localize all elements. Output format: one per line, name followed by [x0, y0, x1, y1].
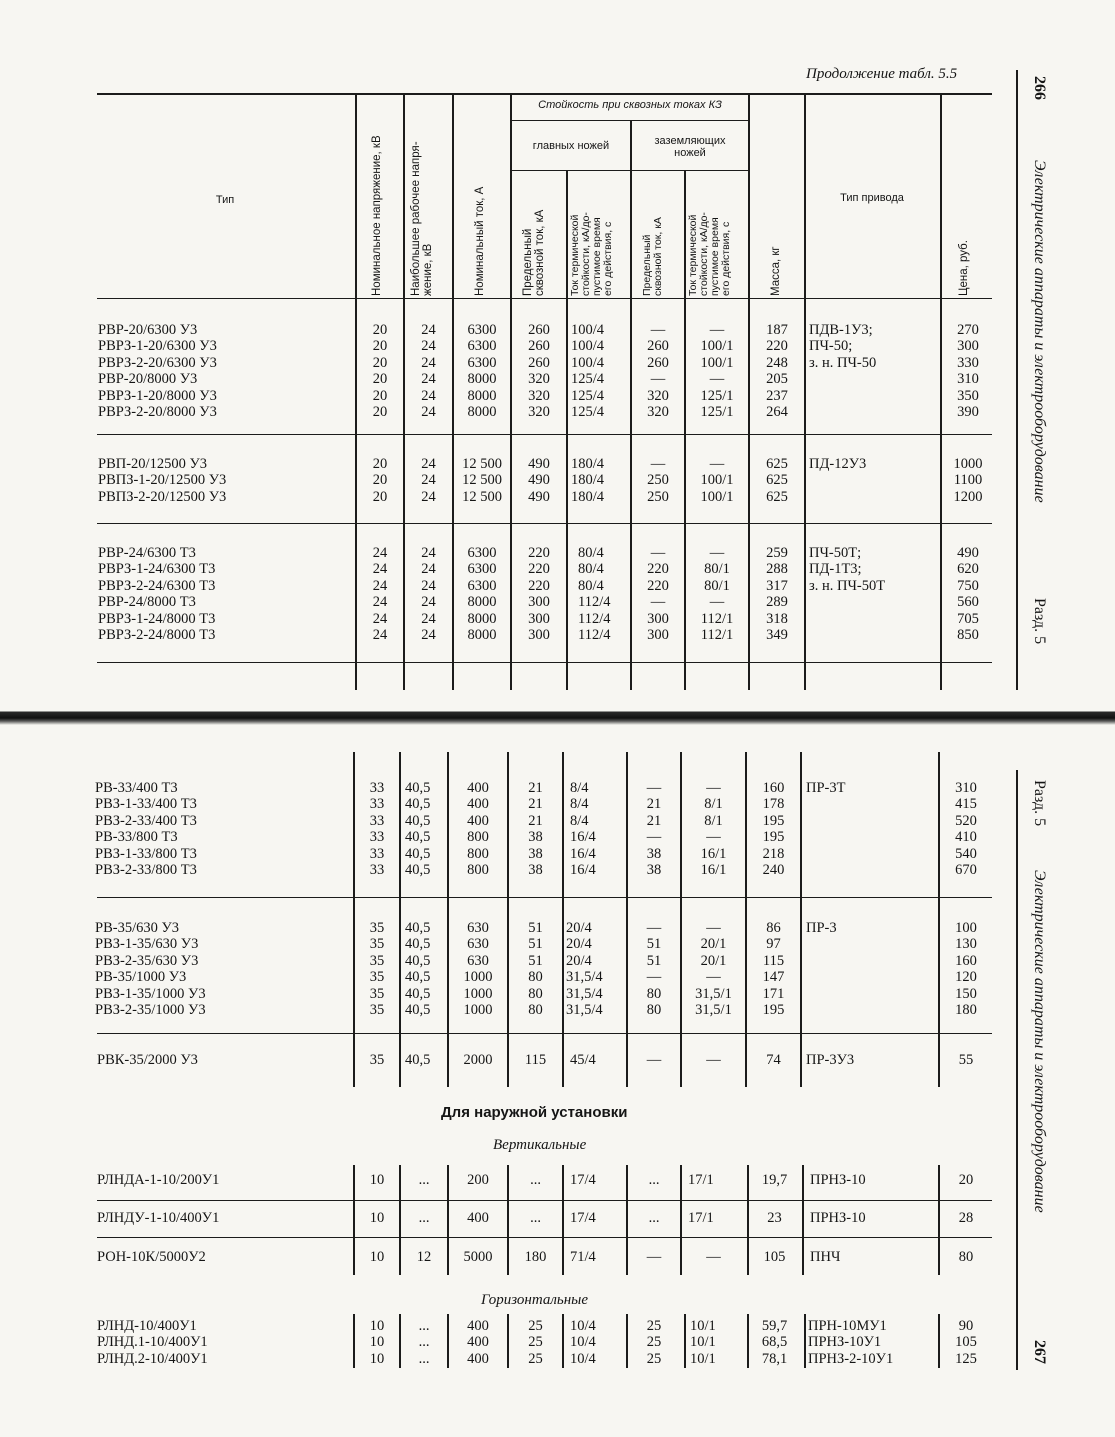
umax-cell: 24 24 24 24 24 24 — [421, 545, 436, 644]
th-earth-cell: 17/1 — [688, 1210, 714, 1226]
header-nom-voltage: Номинальное напряжение, кВ — [371, 135, 383, 296]
umax-cell: 40,5 40,5 40,5 40,5 40,5 40,5 — [405, 920, 431, 1019]
umax-cell: 12 — [416, 1249, 432, 1265]
mass-cell: 187 220 248 205 237 264 — [766, 322, 788, 421]
col-line — [562, 752, 564, 1087]
price-cell: 90 105 125 — [955, 1318, 977, 1367]
type-cell: РВ-33/400 Т3 РВЗ-1-33/400 Т3 РВЗ-2-33/400 Т3 РВ-33/800 Т3 РВЗ-1-33/800 Т3 РВЗ-2-33/800 Т3 — [95, 780, 197, 879]
col-line — [938, 1314, 940, 1368]
mass-cell: 160 178 195 195 218 240 — [762, 780, 785, 879]
drive-cell: ПД-12У3 — [809, 456, 867, 472]
col-line — [353, 1314, 355, 1368]
drive-cell: ПРНЗ-10 — [810, 1210, 866, 1226]
th-earth-cell: — 100/1 100/1 — [700, 456, 734, 505]
header-limit-main: Предельный сквозной ток, кА — [522, 209, 546, 296]
lim-earth-cell: — — [646, 1249, 662, 1265]
th-earth-cell: — 8/1 8/1 — 16/1 16/1 — [700, 780, 727, 879]
price-cell: 310 415 520 410 540 670 — [955, 780, 977, 879]
group-rule — [97, 434, 992, 435]
group-rule — [97, 897, 992, 898]
type-cell: РВК-35/2000 У3 — [97, 1052, 198, 1068]
th-main-cell: 71/4 — [570, 1249, 596, 1265]
inom-cell: 400 400 400 800 800 800 — [467, 780, 489, 879]
th-main-cell: 100/4 100/4 100/4 125/4 125/4 125/4 — [571, 322, 605, 421]
horizontal-subheading: Горизонтальные — [481, 1292, 588, 1308]
drive-cell: ПРН-10МУ1 ПРНЗ-10У1 ПРНЗ-2-10У1 — [808, 1318, 894, 1367]
col-line — [566, 170, 568, 690]
col-line — [626, 1165, 628, 1275]
col-line — [353, 1165, 355, 1275]
inom-cell: 400 — [467, 1210, 489, 1226]
header-group: Стойкость при сквозных токах КЗ — [538, 99, 722, 111]
header-max-voltage: Наибольшее рабочее напря- жение, кВ — [410, 141, 434, 296]
type-cell: РОН-10К/5000У2 — [97, 1249, 206, 1265]
page-number-top: 266 — [1031, 76, 1048, 100]
lim-main-cell: ... — [530, 1210, 541, 1226]
inom-cell: 630 630 630 1000 1000 1000 — [463, 920, 493, 1019]
row-rule — [97, 1237, 992, 1238]
price-cell: 490 620 750 560 705 850 — [957, 545, 979, 644]
header-mass: Масса, кг — [770, 246, 782, 296]
lim-main-cell: 21 21 21 38 38 38 — [528, 780, 543, 879]
price-cell: 100 130 160 120 150 180 — [955, 920, 977, 1019]
price-cell: 270 300 330 310 350 390 — [957, 322, 979, 421]
lim-main-cell: 51 51 51 80 80 80 — [528, 920, 543, 1019]
page-number-bottom: 267 — [1031, 1340, 1048, 1364]
drive-cell: ПДВ-1У3; ПЧ-50; з. н. ПЧ-50 — [809, 322, 877, 371]
type-cell: РЛНД-10/400У1 РЛНД.1-10/400У1 РЛНД.2-10/400У1 — [97, 1318, 208, 1367]
drive-cell: ПР-3 — [806, 920, 837, 936]
mass-cell: 23 — [767, 1210, 782, 1226]
un-cell: 35 35 35 35 35 35 — [369, 920, 385, 1019]
inom-cell: 6300 6300 6300 8000 8000 8000 — [467, 322, 497, 421]
lim-main-cell: 115 — [524, 1052, 547, 1068]
inom-cell: 2000 — [463, 1052, 493, 1068]
side-title-bottom: Электрические аппараты и электрооборудование — [1031, 870, 1048, 1213]
page-edge-line-top — [1016, 70, 1018, 690]
th-main-cell: 17/4 — [570, 1210, 596, 1226]
lim-earth-cell: — 220 220 — 300 300 — [647, 545, 669, 644]
scan-seam — [0, 707, 1115, 737]
mass-cell: 19,7 — [761, 1172, 788, 1188]
type-cell: РВП-20/12500 У3 РВПЗ-1-20/12500 У3 РВПЗ-2-20/12500 У3 — [98, 456, 227, 505]
header-type: Тип — [215, 194, 235, 206]
section-bottom: Разд. 5 — [1031, 780, 1048, 827]
th-main-cell: 180/4 180/4 180/4 — [571, 456, 605, 505]
col-line — [747, 1314, 749, 1368]
type-cell: РВ-35/630 У3 РВЗ-1-35/630 У3 РВЗ-2-35/630 У3 РВ-35/1000 У3 РВЗ-1-35/1000 У3 РВЗ-2-35/1000 У3 — [95, 920, 206, 1019]
continuation-label: Продолжение табл. 5.5 — [806, 66, 958, 82]
header-nom-current: Номинальный ток, А — [474, 186, 486, 296]
lim-earth-cell: ... — [648, 1210, 660, 1226]
header-earth-knives: заземляющих ножей — [654, 135, 726, 159]
drive-cell: ПНЧ — [810, 1249, 841, 1265]
umax-cell: 24 24 24 24 24 24 — [421, 322, 436, 421]
row-rule — [97, 1200, 992, 1201]
lim-earth-cell: — 51 51 — 80 80 — [646, 920, 662, 1019]
price-cell: 28 — [958, 1210, 974, 1226]
header-price: Цена, руб. — [958, 240, 970, 296]
lim-main-cell: 260 260 260 320 320 320 — [528, 322, 550, 421]
th-main-cell: 17/4 — [570, 1172, 596, 1188]
col-line — [447, 1314, 449, 1368]
un-cell: 10 — [369, 1172, 385, 1188]
mass-cell: 59,7 68,5 78,1 — [761, 1318, 788, 1367]
price-cell: 80 — [958, 1249, 974, 1265]
col-line — [399, 1165, 401, 1275]
col-line — [804, 1314, 806, 1368]
group-rule — [97, 662, 992, 663]
type-cell: РВР-24/6300 Т3 РВРЗ-1-24/6300 Т3 РВРЗ-2-24/6300 Т3 РВР-24/8000 Т3 РВРЗ-1-24/8000 Т3 РВРЗ-2-24/8000 Т3 — [98, 545, 216, 644]
col-line — [747, 1165, 749, 1275]
un-cell: 33 33 33 33 33 33 — [369, 780, 385, 879]
th-earth-cell: — — [706, 1249, 721, 1265]
th-earth-cell: — 100/1 100/1 — 125/1 125/1 — [700, 322, 734, 421]
inom-cell: 200 — [467, 1172, 489, 1188]
umax-cell: ... — [418, 1172, 430, 1188]
header-thermal-main: Ток термической стойкости, кА/до- пустимое время его действия, с — [569, 212, 614, 296]
col-line — [802, 1165, 804, 1275]
th-main-cell: 80/4 80/4 80/4 112/4 112/4 112/4 — [578, 545, 611, 644]
col-line — [399, 752, 401, 1087]
inom-cell: 6300 6300 6300 8000 8000 8000 — [467, 545, 497, 644]
drive-cell: ПРНЗ-10 — [810, 1172, 866, 1188]
th-earth-cell: 17/1 — [688, 1172, 714, 1188]
un-cell: 20 20 20 20 20 20 — [372, 322, 388, 421]
price-cell: 20 — [958, 1172, 974, 1188]
col-line — [626, 1314, 628, 1368]
type-cell: РЛНДУ-1-10/400У1 — [97, 1210, 220, 1226]
header-drive: Тип привода — [840, 192, 904, 204]
mass-cell: 625 625 625 — [766, 456, 788, 505]
un-cell: 20 20 20 — [372, 456, 388, 505]
th-earth-cell: 10/1 10/1 10/1 — [690, 1318, 716, 1367]
price-cell: 1000 1100 1200 — [953, 456, 983, 505]
un-cell: 24 24 24 24 24 24 — [372, 545, 388, 644]
type-cell: РВР-20/6300 У3 РВРЗ-1-20/6300 У3 РВРЗ-2-20/6300 У3 РВР-20/8000 У3 РВРЗ-1-20/8000 У3 РВРЗ-2-20/8000 У3 — [98, 322, 217, 421]
col-line — [447, 1165, 449, 1275]
th-main-cell: 10/4 10/4 10/4 — [570, 1318, 596, 1367]
group-rule — [97, 1033, 992, 1034]
drive-cell: ПР-3Т — [806, 780, 846, 796]
umax-cell: 40,5 — [405, 1052, 431, 1068]
header-thermal-earth: Ток термической стойкости, кА/до- пустимое время его действия, с — [687, 212, 732, 296]
price-cell: 55 — [958, 1052, 974, 1068]
th-earth-cell: — — [706, 1052, 721, 1068]
umax-cell: ... ... ... — [418, 1318, 430, 1367]
col-line — [804, 93, 806, 690]
th-main-cell: 8/4 8/4 8/4 16/4 16/4 16/4 — [570, 780, 596, 879]
col-line — [800, 752, 802, 1087]
mass-cell: 259 288 317 289 318 349 — [766, 545, 788, 644]
th-earth-cell: — 20/1 20/1 — 31,5/1 31,5/1 — [695, 920, 732, 1019]
vertical-subheading: Вертикальные — [493, 1137, 587, 1153]
lim-main-cell: 490 490 490 — [528, 456, 550, 505]
th-earth-cell: — 80/1 80/1 — 112/1 112/1 — [700, 545, 734, 644]
col-line — [562, 1314, 564, 1368]
lim-main-cell: 25 25 25 — [528, 1318, 543, 1367]
un-cell: 10 — [369, 1249, 385, 1265]
side-title-top: Электрические аппараты и электрооборудование — [1031, 160, 1048, 503]
lim-earth-cell: 25 25 25 — [646, 1318, 662, 1367]
inom-cell: 5000 — [463, 1249, 493, 1265]
col-line — [938, 1165, 940, 1275]
th-main-cell: 20/4 20/4 20/4 31,5/4 31,5/4 31,5/4 — [566, 920, 603, 1019]
th-main-cell: 45/4 — [570, 1052, 596, 1068]
lim-earth-cell: — 250 250 — [647, 456, 669, 505]
un-cell: 10 — [369, 1210, 385, 1226]
lim-earth-cell: — 260 260 — 320 320 — [647, 322, 669, 421]
header-top-rule — [97, 93, 992, 95]
header-bottom-rule — [97, 298, 992, 299]
umax-cell: ... — [418, 1210, 430, 1226]
inom-cell: 12 500 12 500 12 500 — [462, 456, 502, 505]
lim-earth-cell: — — [646, 1052, 662, 1068]
col-line — [507, 1165, 509, 1275]
mass-cell: 74 — [766, 1052, 781, 1068]
drive-cell: ПЧ-50Т; ПД-1Т3; з. н. ПЧ-50Т — [809, 545, 886, 594]
col-line — [684, 1314, 686, 1368]
lim-main-cell: 220 220 220 300 300 300 — [528, 545, 550, 644]
section-top: Разд. 5 — [1031, 598, 1048, 645]
lim-main-cell: ... — [530, 1172, 541, 1188]
col-line — [399, 1314, 401, 1368]
umax-cell: 40,5 40,5 40,5 40,5 40,5 40,5 — [405, 780, 431, 879]
lim-earth-cell: ... — [648, 1172, 660, 1188]
col-line — [507, 1314, 509, 1368]
group-rule — [97, 523, 992, 524]
col-line — [562, 1165, 564, 1275]
header-main-knives: главных ножей — [532, 140, 610, 152]
drive-cell: ПР-3У3 — [806, 1052, 855, 1068]
page-edge-line-bottom — [1016, 770, 1018, 1370]
lim-main-cell: 180 — [524, 1249, 547, 1265]
outdoor-heading: Для наружной установки — [441, 1104, 628, 1121]
un-cell: 35 — [369, 1052, 385, 1068]
inom-cell: 400 400 400 — [467, 1318, 489, 1367]
lim-earth-cell: — 21 21 — 38 38 — [646, 780, 662, 879]
un-cell: 10 10 10 — [369, 1318, 385, 1367]
umax-cell: 24 24 24 — [421, 456, 436, 505]
header-limit-earth: Предельный сквозной ток, кА — [641, 217, 664, 296]
type-cell: РЛНДА-1-10/200У1 — [97, 1172, 220, 1188]
col-line — [680, 1165, 682, 1275]
mass-cell: 105 — [763, 1249, 786, 1265]
mass-cell: 86 97 115 147 171 195 — [762, 920, 785, 1019]
